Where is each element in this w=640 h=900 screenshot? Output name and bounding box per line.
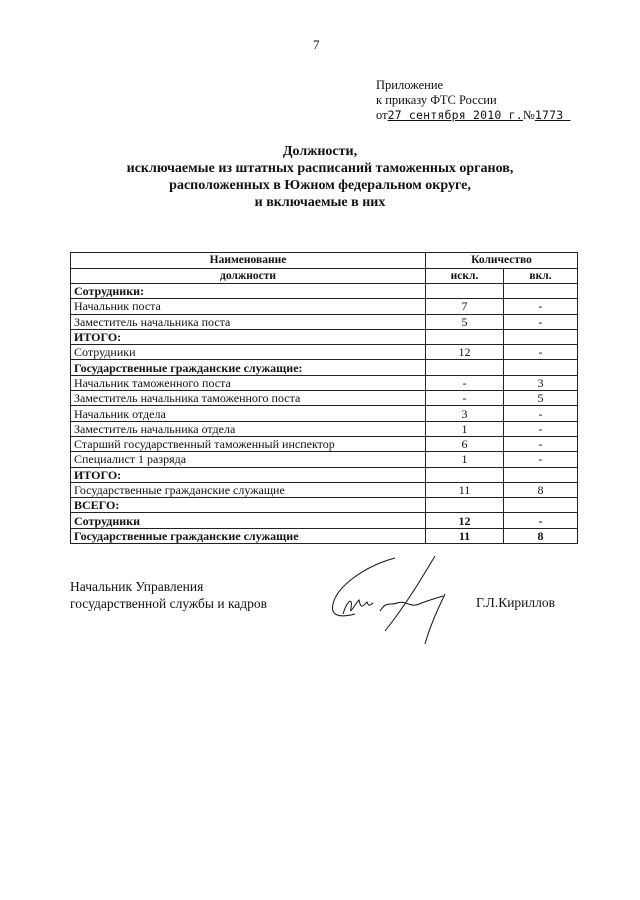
position-name: Начальник поста xyxy=(71,299,426,314)
signer-name: Г.Л.Кириллов xyxy=(476,595,555,610)
table-row xyxy=(71,299,578,314)
table-body xyxy=(71,284,578,544)
position-name: ИТОГО: xyxy=(71,329,426,344)
table-row xyxy=(71,391,578,406)
table-row xyxy=(71,528,578,543)
excluded-count: 11 xyxy=(426,528,504,543)
table-row xyxy=(71,482,578,497)
excluded-count: 5 xyxy=(426,314,504,329)
included-count: 3 xyxy=(504,375,578,390)
included-count: 8 xyxy=(504,528,578,543)
positions-table xyxy=(70,252,578,544)
excluded-count xyxy=(426,360,504,375)
header-quantity: Количество xyxy=(426,253,578,269)
included-count: - xyxy=(504,452,578,467)
table-row xyxy=(71,375,578,390)
excluded-count: - xyxy=(426,375,504,390)
excluded-count: - xyxy=(426,391,504,406)
appendix-order-ref: к приказу ФТС России xyxy=(376,93,497,107)
position-name: Начальник таможенного поста xyxy=(71,375,426,390)
table-row xyxy=(71,467,578,482)
document-title xyxy=(0,143,640,211)
table-row xyxy=(71,498,578,513)
included-count: - xyxy=(504,513,578,528)
position-name: Начальник отдела xyxy=(71,406,426,421)
position-name: Заместитель начальника отдела xyxy=(71,421,426,436)
table-row xyxy=(71,314,578,329)
from-prefix: от xyxy=(376,108,388,122)
table-row xyxy=(71,284,578,299)
excluded-count: 1 xyxy=(426,421,504,436)
table-row xyxy=(71,436,578,451)
table-row xyxy=(71,329,578,344)
table-row xyxy=(71,421,578,436)
excluded-count xyxy=(426,329,504,344)
excluded-count: 12 xyxy=(426,345,504,360)
included-count xyxy=(504,360,578,375)
excluded-count xyxy=(426,498,504,513)
included-count: - xyxy=(504,436,578,451)
excluded-count: 3 xyxy=(426,406,504,421)
table-row xyxy=(71,360,578,375)
position-name: Сотрудники: xyxy=(71,284,426,299)
position-name: Специалист 1 разряда xyxy=(71,452,426,467)
included-count: 5 xyxy=(504,391,578,406)
position-name: Сотрудники xyxy=(71,513,426,528)
excluded-count: 12 xyxy=(426,513,504,528)
page-number: 7 xyxy=(313,37,320,52)
position-name: Заместитель начальника таможенного поста xyxy=(71,391,426,406)
position-name: Сотрудники xyxy=(71,345,426,360)
included-count xyxy=(504,329,578,344)
excluded-count xyxy=(426,284,504,299)
included-count xyxy=(504,284,578,299)
excluded-count xyxy=(426,467,504,482)
title-line-3: расположенных в Южном федеральном округе, xyxy=(169,178,471,193)
table-row xyxy=(71,406,578,421)
signer-position xyxy=(70,578,267,612)
position-name: Заместитель начальника поста xyxy=(71,314,426,329)
table-row xyxy=(71,345,578,360)
excluded-count: 7 xyxy=(426,299,504,314)
position-name: ВСЕГО: xyxy=(71,498,426,513)
header-name: Наименование xyxy=(71,253,426,269)
table-row xyxy=(71,452,578,467)
signer-position-line-1: Начальник Управления xyxy=(70,579,204,594)
appendix-date-line xyxy=(376,108,570,123)
number-prefix: № xyxy=(522,108,535,122)
position-name: ИТОГО: xyxy=(71,467,426,482)
order-number: 1773 xyxy=(534,108,564,122)
included-count: - xyxy=(504,345,578,360)
header-name-cont: должности xyxy=(71,268,426,284)
header-excluded: искл. xyxy=(426,268,504,284)
excluded-count: 6 xyxy=(426,436,504,451)
title-line-4: и включаемые в них xyxy=(254,195,386,210)
position-name: Государственные гражданские служащие xyxy=(71,528,426,543)
title-line-2: исключаемые из штатных расписаний таможенных органов, xyxy=(126,161,514,176)
handwritten-signature-icon xyxy=(325,556,475,646)
included-count xyxy=(504,467,578,482)
position-name: Государственные гражданские служащие xyxy=(71,482,426,497)
included-count: 8 xyxy=(504,482,578,497)
title-line-1: Должности, xyxy=(282,144,358,159)
excluded-count: 1 xyxy=(426,452,504,467)
included-count: - xyxy=(504,314,578,329)
position-name: Старший государственный таможенный инспектор xyxy=(71,436,426,451)
table-row xyxy=(71,513,578,528)
appendix-label: Приложение xyxy=(376,78,444,92)
excluded-count: 11 xyxy=(426,482,504,497)
included-count: - xyxy=(504,299,578,314)
included-count: - xyxy=(504,406,578,421)
included-count: - xyxy=(504,421,578,436)
appendix-block xyxy=(376,78,570,123)
order-date: 27 сентября 2010 г. xyxy=(387,108,523,122)
included-count xyxy=(504,498,578,513)
position-name: Государственные гражданские служащие: xyxy=(71,360,426,375)
signer-position-line-2: государственной службы и кадров xyxy=(70,596,268,611)
header-included: вкл. xyxy=(504,268,578,284)
